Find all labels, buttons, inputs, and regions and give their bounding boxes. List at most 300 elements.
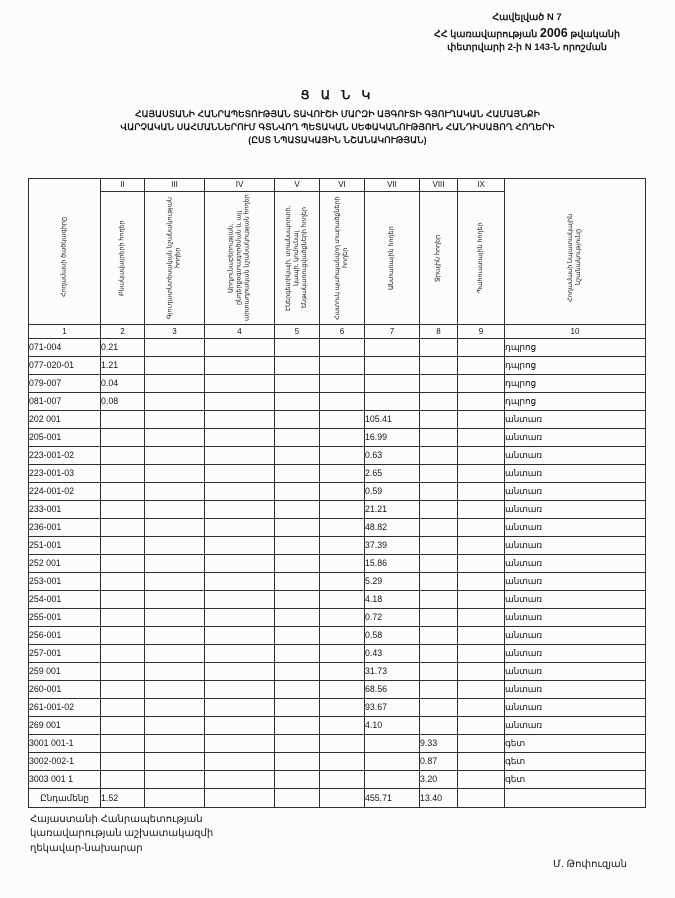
roman-numeral: VIII [420, 179, 457, 192]
cell-area [420, 357, 458, 375]
cell-area [275, 465, 320, 483]
cell-code: 202 001 [29, 411, 101, 429]
column-number-4: 4 [205, 325, 275, 339]
cell-area [275, 645, 320, 663]
cell-code: 261-001-02 [29, 699, 101, 717]
cell-area [320, 537, 365, 555]
cell-area [275, 483, 320, 501]
cell-area [205, 735, 275, 753]
land-table [28, 178, 646, 808]
cell-area: 13.40 [420, 789, 458, 808]
cell-area [320, 393, 365, 411]
cell-area [365, 393, 420, 411]
cell-area [458, 429, 505, 447]
cell-area [205, 519, 275, 537]
cell-area [145, 609, 205, 627]
table-row [29, 735, 646, 753]
column-number-8: 8 [420, 325, 458, 339]
cell-code: 260-001 [29, 681, 101, 699]
cell-purpose: անտառ [505, 681, 646, 699]
signature-name: Մ. Թոփուզյան [553, 859, 627, 870]
cell-area [101, 555, 145, 573]
cell-purpose: անտառ [505, 591, 646, 609]
cell-area [205, 645, 275, 663]
cell-area: 68.56 [365, 681, 420, 699]
cell-area [320, 735, 365, 753]
cell-area [145, 501, 205, 519]
cell-area [458, 537, 505, 555]
cell-area: 3.20 [420, 771, 458, 789]
cell-area: 5.29 [365, 573, 420, 591]
cell-area [458, 375, 505, 393]
cell-area: 31.73 [365, 663, 420, 681]
cell-code: 254-001 [29, 591, 101, 609]
cell-area [458, 519, 505, 537]
cell-area [275, 735, 320, 753]
cell-area: 2.65 [365, 465, 420, 483]
cell-code: 205-001 [29, 429, 101, 447]
cell-code: 3002-002-1 [29, 753, 101, 771]
cell-area [205, 663, 275, 681]
cell-area [275, 771, 320, 789]
column-header-label: Հողամասի ծածկագիրը [60, 217, 68, 298]
cell-area [458, 735, 505, 753]
cell-area [275, 501, 320, 519]
roman-numeral: VI [320, 179, 364, 192]
cell-area [320, 519, 365, 537]
cell-area [101, 537, 145, 555]
cell-area [275, 555, 320, 573]
column-header-9 [458, 179, 505, 325]
table-row [29, 501, 646, 519]
cell-area [205, 483, 275, 501]
cell-area [420, 447, 458, 465]
cell-purpose: անտառ [505, 519, 646, 537]
cell-area [101, 663, 145, 681]
cell-code: Ընդամենը [29, 789, 101, 808]
cell-purpose: անտառ [505, 627, 646, 645]
cell-code: 081-007 [29, 393, 101, 411]
table-row [29, 645, 646, 663]
cell-area [420, 465, 458, 483]
cell-area [101, 429, 145, 447]
cell-area [275, 339, 320, 357]
cell-code: 3003 001 1 [29, 771, 101, 789]
cell-area [101, 519, 145, 537]
column-number-10: 10 [505, 325, 646, 339]
column-header-label: Ջրային հողեր [434, 234, 442, 282]
cell-area [458, 483, 505, 501]
cell-area [145, 681, 205, 699]
cell-area: 0.21 [101, 339, 145, 357]
cell-area [365, 375, 420, 393]
cell-area [320, 501, 365, 519]
column-header-1 [29, 179, 101, 325]
cell-area [365, 771, 420, 789]
cell-area [145, 465, 205, 483]
cell-area [205, 681, 275, 699]
cell-area [458, 393, 505, 411]
cell-area [205, 411, 275, 429]
cell-purpose: գետ [505, 735, 646, 753]
cell-area [145, 717, 205, 735]
cell-area [205, 357, 275, 375]
cell-area [420, 573, 458, 591]
column-number-row [29, 325, 646, 339]
cell-area [275, 789, 320, 808]
cell-area [320, 609, 365, 627]
cell-purpose: անտառ [505, 429, 646, 447]
cell-code: 259 001 [29, 663, 101, 681]
cell-area [101, 411, 145, 429]
cell-area [458, 591, 505, 609]
cell-area [275, 753, 320, 771]
cell-area [101, 771, 145, 789]
column-header-2 [101, 179, 145, 325]
cell-area [101, 609, 145, 627]
column-header-label: Գյուղատնտեսական նշանակության հողեր [166, 197, 182, 319]
table-row [29, 663, 646, 681]
column-number-5: 5 [275, 325, 320, 339]
cell-area: 9.33 [420, 735, 458, 753]
cell-area [458, 717, 505, 735]
appendix-line2: ՀՀ կառավարության 2006 թվականի [434, 25, 620, 40]
cell-area [275, 699, 320, 717]
cell-area [145, 555, 205, 573]
table-row [29, 483, 646, 501]
cell-area [420, 681, 458, 699]
footer-line1: Հայաստանի Հանրապետության [30, 813, 203, 825]
footer-signatory-title [30, 813, 213, 857]
cell-area [145, 483, 205, 501]
roman-numeral: IV [205, 179, 274, 192]
cell-area [205, 465, 275, 483]
cell-area [320, 753, 365, 771]
cell-area [145, 753, 205, 771]
cell-area: 0.87 [420, 753, 458, 771]
column-header-label: Էներգետիկայի, տրանսպորտի, կապի, կոմունալ ենթակառուցվածքների հողեր [285, 205, 308, 311]
table-header-row [29, 179, 646, 325]
cell-area: 4.18 [365, 591, 420, 609]
column-header-4 [205, 179, 275, 325]
cell-code: 223-001-03 [29, 465, 101, 483]
cell-area [101, 465, 145, 483]
cell-area [145, 591, 205, 609]
cell-purpose: անտառ [505, 411, 646, 429]
roman-numeral: II [101, 179, 144, 192]
cell-purpose: անտառ [505, 573, 646, 591]
column-header-label: Պահուստային հողեր [477, 222, 484, 294]
roman-numeral: VII [365, 179, 419, 192]
cell-purpose: անտառ [505, 483, 646, 501]
cell-area [365, 339, 420, 357]
cell-area [205, 375, 275, 393]
cell-area [205, 501, 275, 519]
cell-code: 269 001 [29, 717, 101, 735]
cell-area [205, 393, 275, 411]
cell-code: 077-020-01 [29, 357, 101, 375]
cell-area [101, 627, 145, 645]
cell-area [205, 627, 275, 645]
cell-purpose: անտառ [505, 717, 646, 735]
cell-code: 236-001 [29, 519, 101, 537]
cell-area [320, 771, 365, 789]
cell-area [205, 753, 275, 771]
cell-area [320, 645, 365, 663]
cell-area [275, 573, 320, 591]
cell-area [320, 627, 365, 645]
cell-area [458, 555, 505, 573]
table-row [29, 699, 646, 717]
cell-code: 224-001-02 [29, 483, 101, 501]
cell-code: 251-001 [29, 537, 101, 555]
cell-area [205, 573, 275, 591]
cell-area [458, 339, 505, 357]
column-number-3: 3 [145, 325, 205, 339]
cell-area [145, 789, 205, 808]
cell-area [420, 483, 458, 501]
cell-area: 37.39 [365, 537, 420, 555]
cell-area [420, 717, 458, 735]
cell-area [145, 645, 205, 663]
cell-purpose: անտառ [505, 699, 646, 717]
title-line1: ՀԱՅԱՍՏԱՆԻ ՀԱՆՐԱՊԵՏՈՒԹՅԱՆ ՏԱՎՈՒՇԻ ՄԱՐԶԻ ԱՅԳՈՒՏԻ ԳՅՈՒՂԱԿԱՆ ՀԱՄԱՅՆՔԻ [135, 109, 540, 119]
table-row [29, 447, 646, 465]
cell-area [320, 339, 365, 357]
cell-area [458, 447, 505, 465]
column-number-1: 1 [29, 325, 101, 339]
cell-area [205, 591, 275, 609]
cell-purpose: դպրոց [505, 357, 646, 375]
cell-area [205, 609, 275, 627]
column-header-7 [365, 179, 420, 325]
cell-area: 21.21 [365, 501, 420, 519]
cell-area [320, 789, 365, 808]
cell-area: 0.58 [365, 627, 420, 645]
cell-code: 257-001 [29, 645, 101, 663]
cell-area [275, 447, 320, 465]
cell-area [101, 717, 145, 735]
cell-area [275, 627, 320, 645]
cell-area [420, 627, 458, 645]
cell-area: 455.71 [365, 789, 420, 808]
column-header-label: Անտառային հողեր [388, 226, 395, 290]
cell-area [145, 411, 205, 429]
cell-area [320, 411, 365, 429]
total-row [29, 789, 646, 808]
cell-area [275, 411, 320, 429]
cell-area: 0.72 [365, 609, 420, 627]
cell-area [458, 663, 505, 681]
table-row [29, 591, 646, 609]
cell-area [145, 627, 205, 645]
cell-area: 0.08 [101, 393, 145, 411]
cell-area [275, 591, 320, 609]
footer-line3: ղեկավար-նախարար [30, 842, 143, 854]
cell-area: 16.99 [365, 429, 420, 447]
table-row [29, 393, 646, 411]
cell-area [205, 537, 275, 555]
table-row [29, 717, 646, 735]
cell-area [420, 393, 458, 411]
cell-area [145, 357, 205, 375]
cell-area [275, 609, 320, 627]
cell-area [458, 753, 505, 771]
table-row [29, 429, 646, 447]
cell-area [275, 717, 320, 735]
column-header-label: Բնակավայրերի հողեր [118, 220, 126, 296]
cell-area [320, 465, 365, 483]
cell-area [458, 501, 505, 519]
cell-area [458, 681, 505, 699]
table-container [28, 178, 646, 808]
cell-area [275, 375, 320, 393]
cell-area: 0.59 [365, 483, 420, 501]
cell-area [420, 375, 458, 393]
cell-area [458, 465, 505, 483]
cell-area [275, 663, 320, 681]
column-header-3 [145, 179, 205, 325]
footer-line2: կառավարության աշխատակազմի [30, 828, 214, 839]
cell-area [145, 375, 205, 393]
cell-area [458, 627, 505, 645]
cell-purpose: դպրոց [505, 339, 646, 357]
cell-area [145, 699, 205, 717]
appendix-year: 2006 [539, 25, 568, 40]
appendix-line1: Հավելված N 7 [492, 12, 562, 23]
roman-numeral: IX [458, 179, 504, 192]
cell-area [420, 645, 458, 663]
cell-area [420, 429, 458, 447]
cell-purpose: անտառ [505, 501, 646, 519]
appendix-line3: փետրվարի 2-ի N 143-Ն որոշման [447, 41, 607, 53]
cell-area [275, 393, 320, 411]
cell-area [458, 699, 505, 717]
cell-area [205, 717, 275, 735]
cell-area [320, 375, 365, 393]
cell-code: 252 001 [29, 555, 101, 573]
roman-numeral [505, 179, 645, 191]
cell-area [205, 339, 275, 357]
roman-numeral: V [275, 179, 319, 192]
cell-area [101, 735, 145, 753]
cell-purpose: անտառ [505, 465, 646, 483]
cell-area [275, 537, 320, 555]
cell-code: 3001 001-1 [29, 735, 101, 753]
cell-area [145, 771, 205, 789]
cell-area [145, 519, 205, 537]
cell-purpose: դպրոց [505, 375, 646, 393]
cell-area [420, 411, 458, 429]
cell-code: 223-001-02 [29, 447, 101, 465]
cell-area [320, 555, 365, 573]
table-row [29, 519, 646, 537]
column-number-9: 9 [458, 325, 505, 339]
cell-code: 255-001 [29, 609, 101, 627]
table-row [29, 537, 646, 555]
cell-area [458, 573, 505, 591]
column-header-8 [420, 179, 458, 325]
cell-area [365, 753, 420, 771]
cell-area [458, 609, 505, 627]
cell-area [458, 645, 505, 663]
cell-area [145, 573, 205, 591]
cell-area [275, 519, 320, 537]
cell-area [420, 699, 458, 717]
cell-area [101, 501, 145, 519]
cell-area [458, 357, 505, 375]
cell-area [101, 753, 145, 771]
cell-area [320, 483, 365, 501]
cell-purpose: դպրոց [505, 393, 646, 411]
column-number-6: 6 [320, 325, 365, 339]
cell-area [205, 555, 275, 573]
cell-area: 4.10 [365, 717, 420, 735]
cell-area: 0.63 [365, 447, 420, 465]
table-row [29, 411, 646, 429]
table-row [29, 627, 646, 645]
cell-area [458, 789, 505, 808]
table-row [29, 555, 646, 573]
cell-area: 0.43 [365, 645, 420, 663]
table-row [29, 609, 646, 627]
cell-area [101, 591, 145, 609]
cell-area [420, 501, 458, 519]
cell-area: 1.52 [101, 789, 145, 808]
cell-area [320, 663, 365, 681]
cell-area [275, 429, 320, 447]
column-header-10 [505, 179, 646, 325]
cell-code: 079-007 [29, 375, 101, 393]
cell-area [145, 393, 205, 411]
cell-area [320, 357, 365, 375]
cell-purpose: անտառ [505, 555, 646, 573]
cell-area [365, 735, 420, 753]
cell-purpose: անտառ [505, 537, 646, 555]
table-row [29, 573, 646, 591]
cell-area [145, 429, 205, 447]
cell-area: 0.04 [101, 375, 145, 393]
cell-area [320, 591, 365, 609]
cell-area [365, 357, 420, 375]
cell-area [101, 699, 145, 717]
table-row [29, 771, 646, 789]
cell-area: 105.41 [365, 411, 420, 429]
roman-numeral [29, 179, 100, 191]
table-row [29, 375, 646, 393]
cell-area [320, 717, 365, 735]
cell-area: 48.82 [365, 519, 420, 537]
cell-purpose: անտառ [505, 447, 646, 465]
cell-area [145, 339, 205, 357]
cell-purpose: անտառ [505, 645, 646, 663]
cell-area [420, 339, 458, 357]
table-row [29, 681, 646, 699]
cell-area: 1.21 [101, 357, 145, 375]
column-number-2: 2 [101, 325, 145, 339]
cell-area [101, 645, 145, 663]
title-line3: (ԸՍՏ ՆՊԱՏԱԿԱՅԻՆ ՆՇԱՆԱԿՈՒԹՅԱՆ) [248, 135, 427, 146]
cell-code: 233-001 [29, 501, 101, 519]
column-header-label: Հատուկ պահպանվող տարածքների հողեր [334, 196, 349, 320]
cell-area [420, 519, 458, 537]
cell-area [205, 771, 275, 789]
cell-area [275, 681, 320, 699]
cell-purpose: գետ [505, 753, 646, 771]
cell-area [458, 411, 505, 429]
cell-area [205, 429, 275, 447]
cell-area: 15.86 [365, 555, 420, 573]
